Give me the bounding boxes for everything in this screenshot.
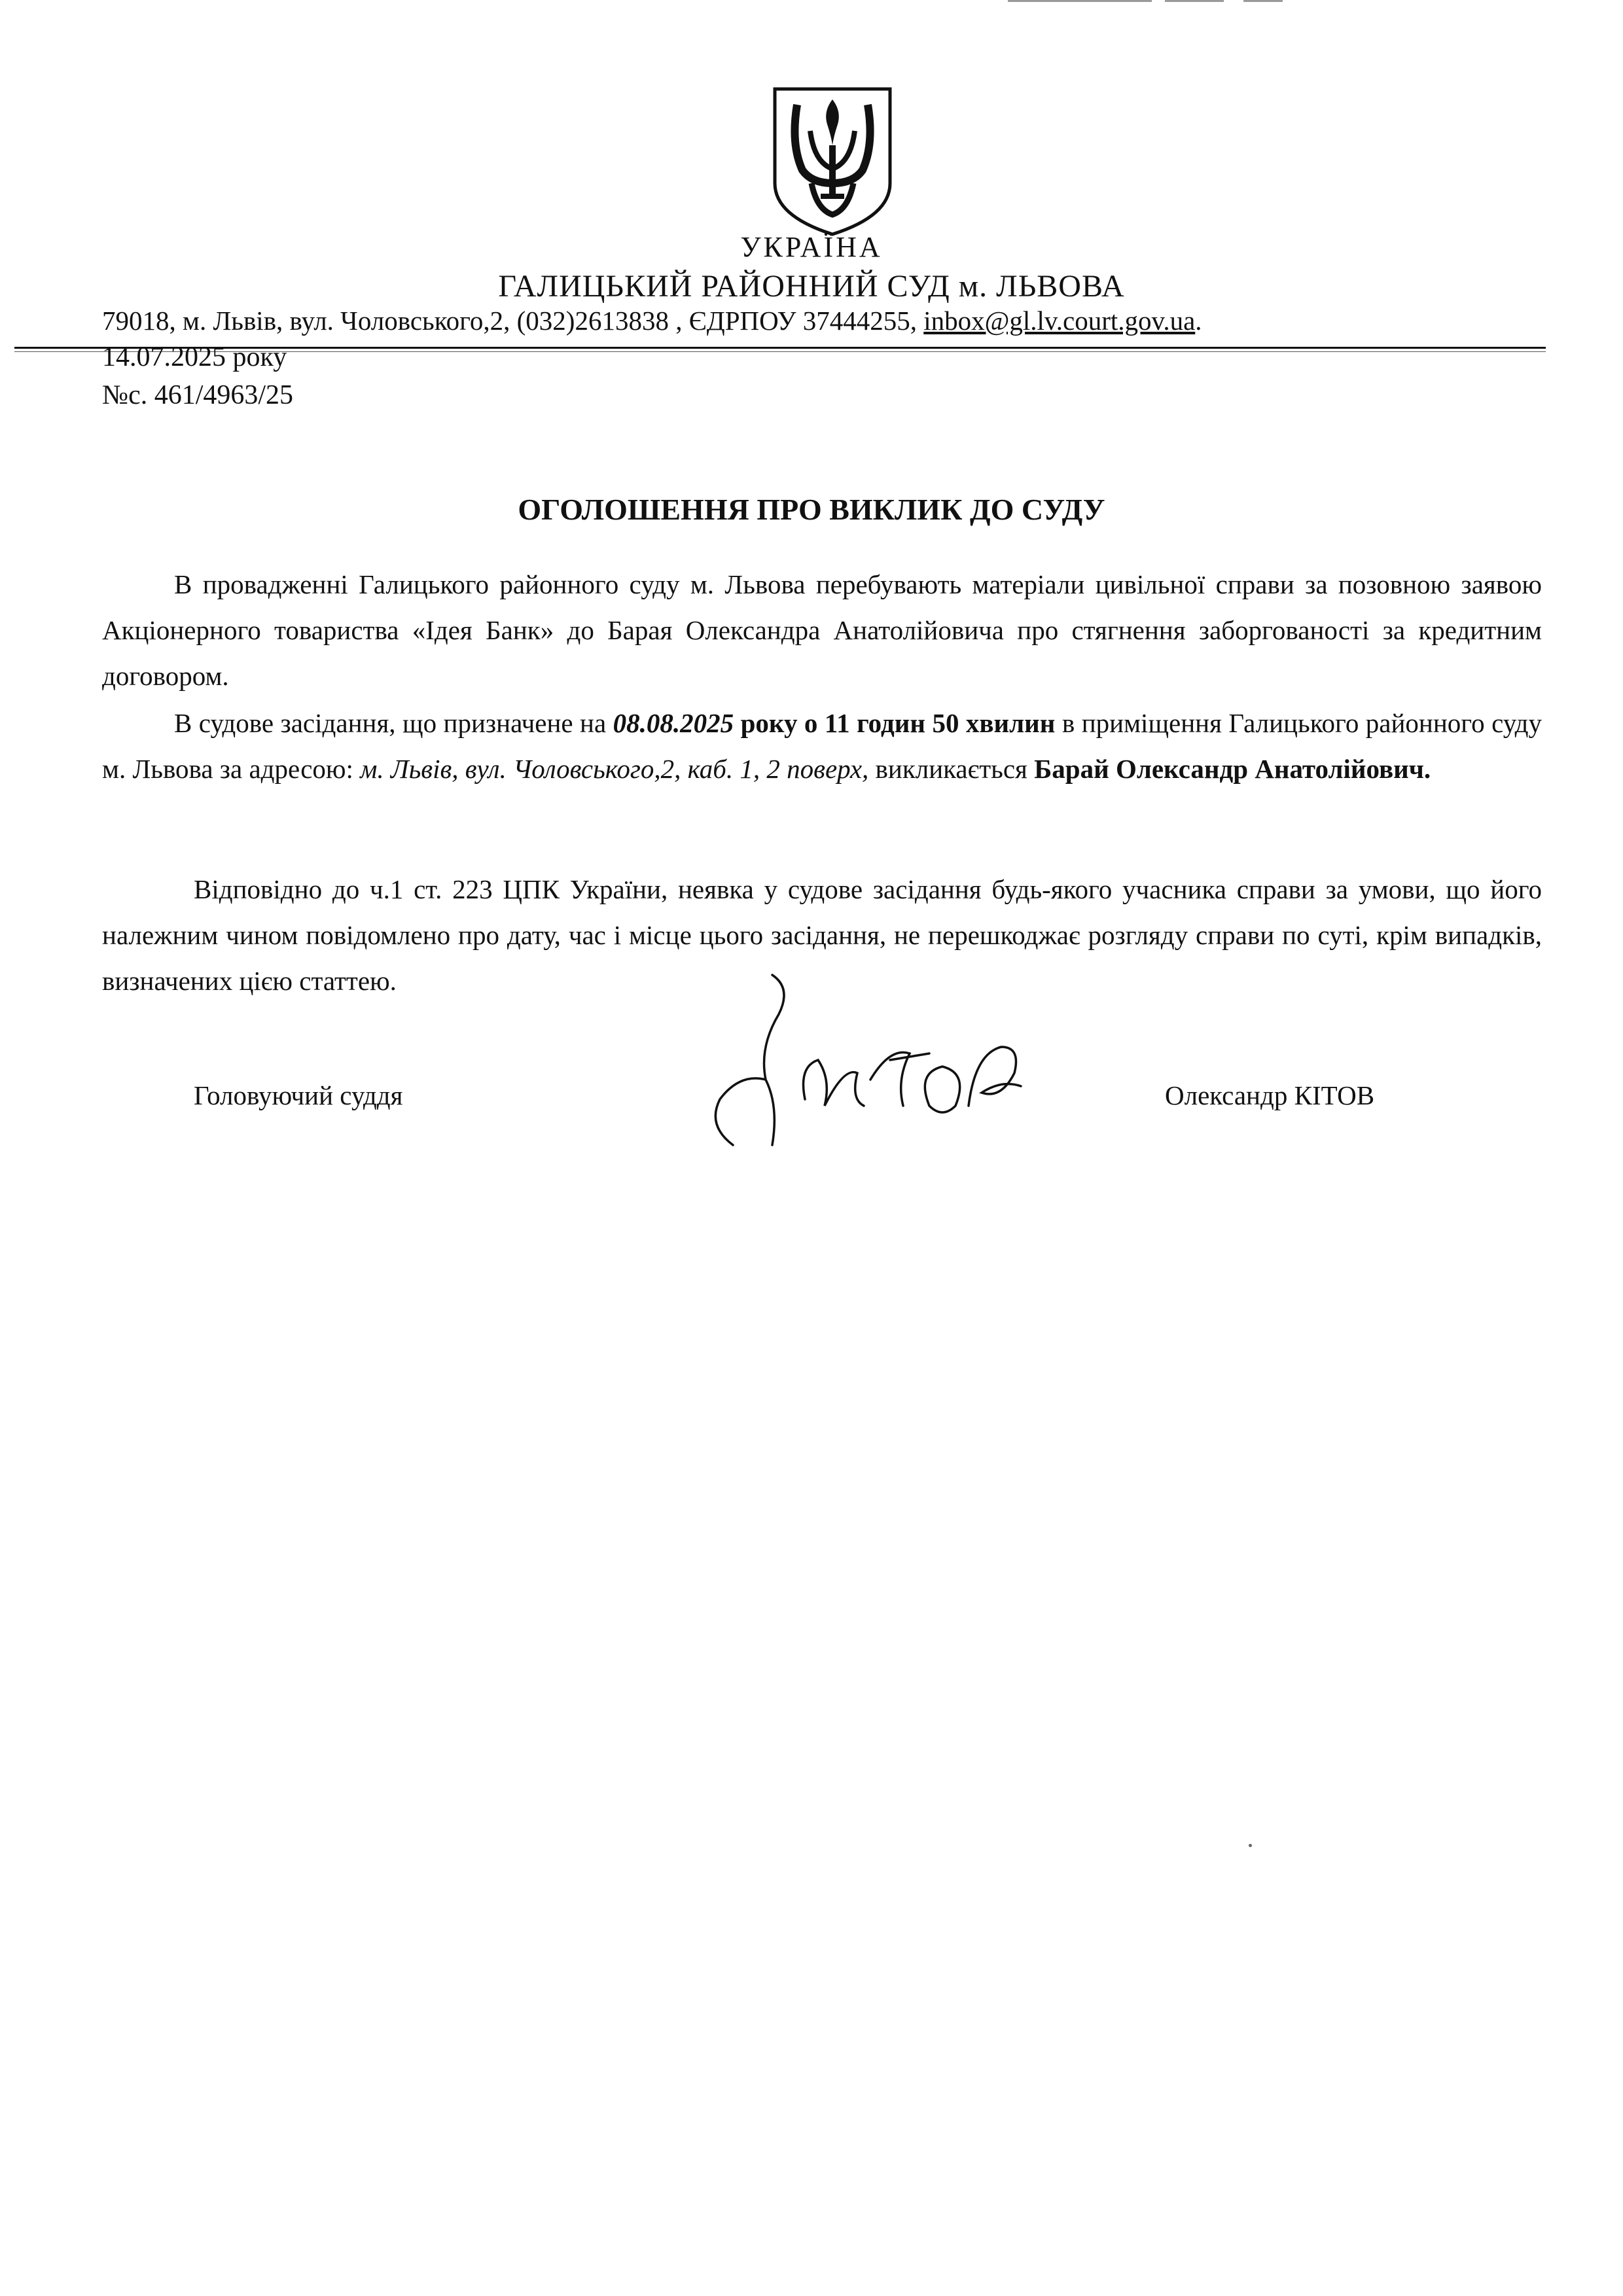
paragraph-legal-notice: Відповідно до ч.1 ст. 223 ЦПК України, неявка у судове засідання будь-якого учасника справи за умови, що його належним чином повідомлено про дату, час і місце цього засідання, не перешкоджає розгляду справи по суті, крім випадків, визначених цією статтею. bbox=[102, 874, 1542, 996]
hearing-date: 08.08.2025 bbox=[613, 708, 734, 738]
address-tail: . bbox=[1195, 306, 1202, 336]
judge-position: Головуючий суддя bbox=[194, 1080, 403, 1110]
scan-artifact bbox=[1243, 0, 1283, 2]
handwritten-signature bbox=[694, 949, 1034, 1165]
court-address bbox=[102, 305, 1202, 336]
hearing-time: року о 11 годин 50 хвилин bbox=[734, 708, 1056, 738]
document-date: 14.07.2025 року bbox=[102, 342, 287, 372]
case-number: №с. 461/4963/25 bbox=[102, 380, 294, 410]
paragraph-summons bbox=[102, 700, 1542, 792]
address-text: 79018, м. Львів, вул. Чоловського,2, (032)2613838 , ЄДРПОУ 37444255, bbox=[102, 306, 924, 336]
scan-speck bbox=[1249, 1844, 1252, 1847]
email-link[interactable]: inbox@gl.lv.court.gov.ua bbox=[923, 306, 1196, 336]
scan-artifact bbox=[1008, 0, 1152, 2]
summons-text-b: в приміщення Галицького районного суду м. Львова за адресою: bbox=[102, 708, 1543, 784]
document-title: ОГОЛОШЕННЯ ПРО ВИКЛИК ДО СУДУ bbox=[518, 493, 1105, 526]
hearing-address: м. Львів, вул. Чоловського,2, каб. 1, 2 поверх, bbox=[360, 754, 869, 784]
paragraph-case-info: В провадженні Галицького районного суду м. Львова перебувають матеріали цивільної справи за позовною заявою Акціонерного товариства «Ідея Банк» до Барая Олександра Анатолійовича про стягнення заборгованості за кредитним договором. bbox=[102, 569, 1542, 691]
trident-coat-of-arms-icon bbox=[771, 85, 894, 237]
court-name: ГАЛИЦЬКИЙ РАЙОННИЙ СУД м. ЛЬВОВА bbox=[498, 269, 1125, 304]
country-name: УКРАЇНА bbox=[740, 231, 883, 263]
summons-text-c: викликається bbox=[868, 754, 1035, 784]
summoned-person: Барай Олександр Анатолійович. bbox=[1034, 754, 1431, 784]
scan-artifact bbox=[1165, 0, 1224, 2]
judge-name: Олександр КІТОВ bbox=[1165, 1080, 1375, 1110]
summons-text-a: В судове засідання, що призначене на bbox=[174, 708, 613, 738]
